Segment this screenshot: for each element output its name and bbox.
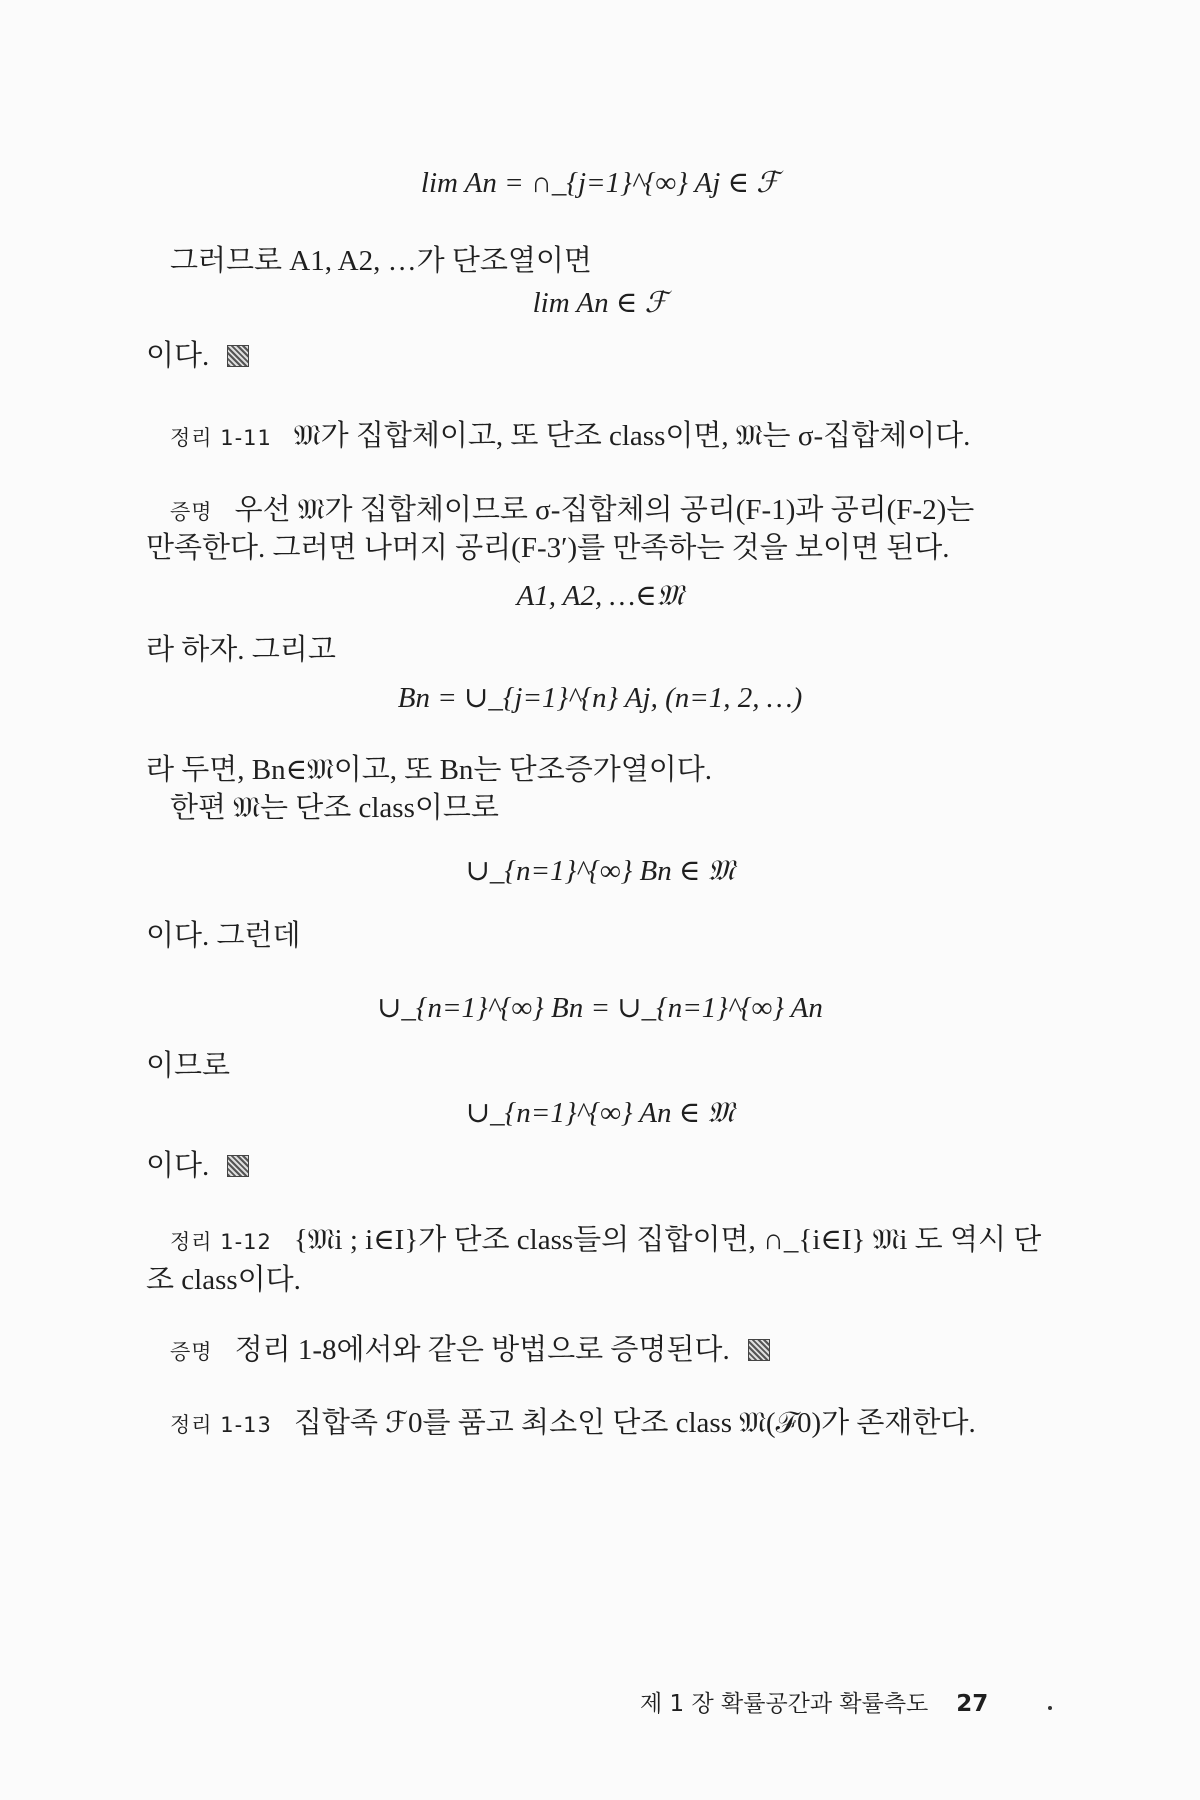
text-but: 이다. 그런데 [146, 920, 301, 952]
theorem-body: 𝔐가 집합체이고, 또 단조 class이면, 𝔐는 σ-집합체이다. [293, 420, 971, 452]
proof-1-11-line-1: 증명 우선 𝔐가 집합체이므로 σ-집합체의 공리(F-1)과 공리(F-2)는 [170, 494, 975, 526]
text-bn-increasing: 라 두면, Bn∈𝔐이고, 또 Bn는 단조증가열이다. [146, 754, 713, 786]
theorem-label: 정리 1-13 [170, 1413, 272, 1437]
formula-union-an: ∪_{n=1}^{∞} An ∈ 𝔐 [465, 1097, 735, 1129]
qed-icon [748, 1339, 770, 1361]
formula-union-bn: ∪_{n=1}^{∞} Bn ∈ 𝔐 [465, 855, 735, 887]
chapter-title: 제 1 장 확률공간과 확률측도 [640, 1691, 929, 1717]
formula-a-sequence: A1, A2, …∈𝔐 [516, 580, 684, 612]
page-number: 27 [956, 1691, 989, 1717]
qed-icon [227, 345, 249, 367]
theorem-label: 정리 1-11 [170, 426, 272, 450]
proof-label: 증명 [170, 500, 213, 524]
theorem-label: 정리 1-12 [170, 1230, 272, 1254]
formula-lim-intersection: lim An = ∩_{j=1}^{∞} Aj ∈ ℱ [420, 167, 780, 199]
theorem-1-12-line-2: 조 class이다. [146, 1264, 301, 1296]
theorem-1-12-line-1 [170, 1222, 1041, 1260]
proof-1-11-line-2: 만족한다. 그러면 나머지 공리(F-3′)를 만족하는 것을 보이면 된다. [146, 532, 950, 564]
qed-icon [227, 1155, 249, 1177]
proof-label: 증명 [170, 1340, 213, 1364]
formula-union-equality: ∪_{n=1}^{∞} Bn = ∪_{n=1}^{∞} An [377, 992, 823, 1024]
theorem-body: {𝔐i ; i∈I}가 단조 class들의 집합이면, ∩_{i∈I} 𝔐i 도 역시 단 [293, 1224, 1042, 1256]
formula-bn-definition: Bn = ∪_{j=1}^{n} Aj, (n=1, 2, …) [397, 682, 803, 714]
scan-speck [1048, 1706, 1052, 1710]
theorem-body: 집합족 ℱ0를 품고 최소인 단조 class 𝔐(ℱ0)가 존재한다. [293, 1407, 976, 1439]
text-monotone-class: 한편 𝔐는 단조 class이므로 [170, 792, 499, 824]
theorem-1-11 [170, 418, 970, 456]
theorem-1-13 [170, 1405, 976, 1443]
text-ida-1: 이다. [146, 338, 249, 374]
formula-lim-in-f: lim An ∈ ℱ [532, 287, 668, 319]
text-therefore: 이므로 [146, 1050, 231, 1082]
text-monotone-sequence: 그러므로 A1, A2, …가 단조열이면 [170, 245, 592, 277]
text-let: 라 하자. 그리고 [146, 634, 336, 666]
proof-1-12: 증명 정리 1-8에서와 같은 방법으로 증명된다. [170, 1332, 770, 1370]
text-ida-2: 이다. [146, 1148, 249, 1184]
page-footer [640, 1685, 988, 1718]
